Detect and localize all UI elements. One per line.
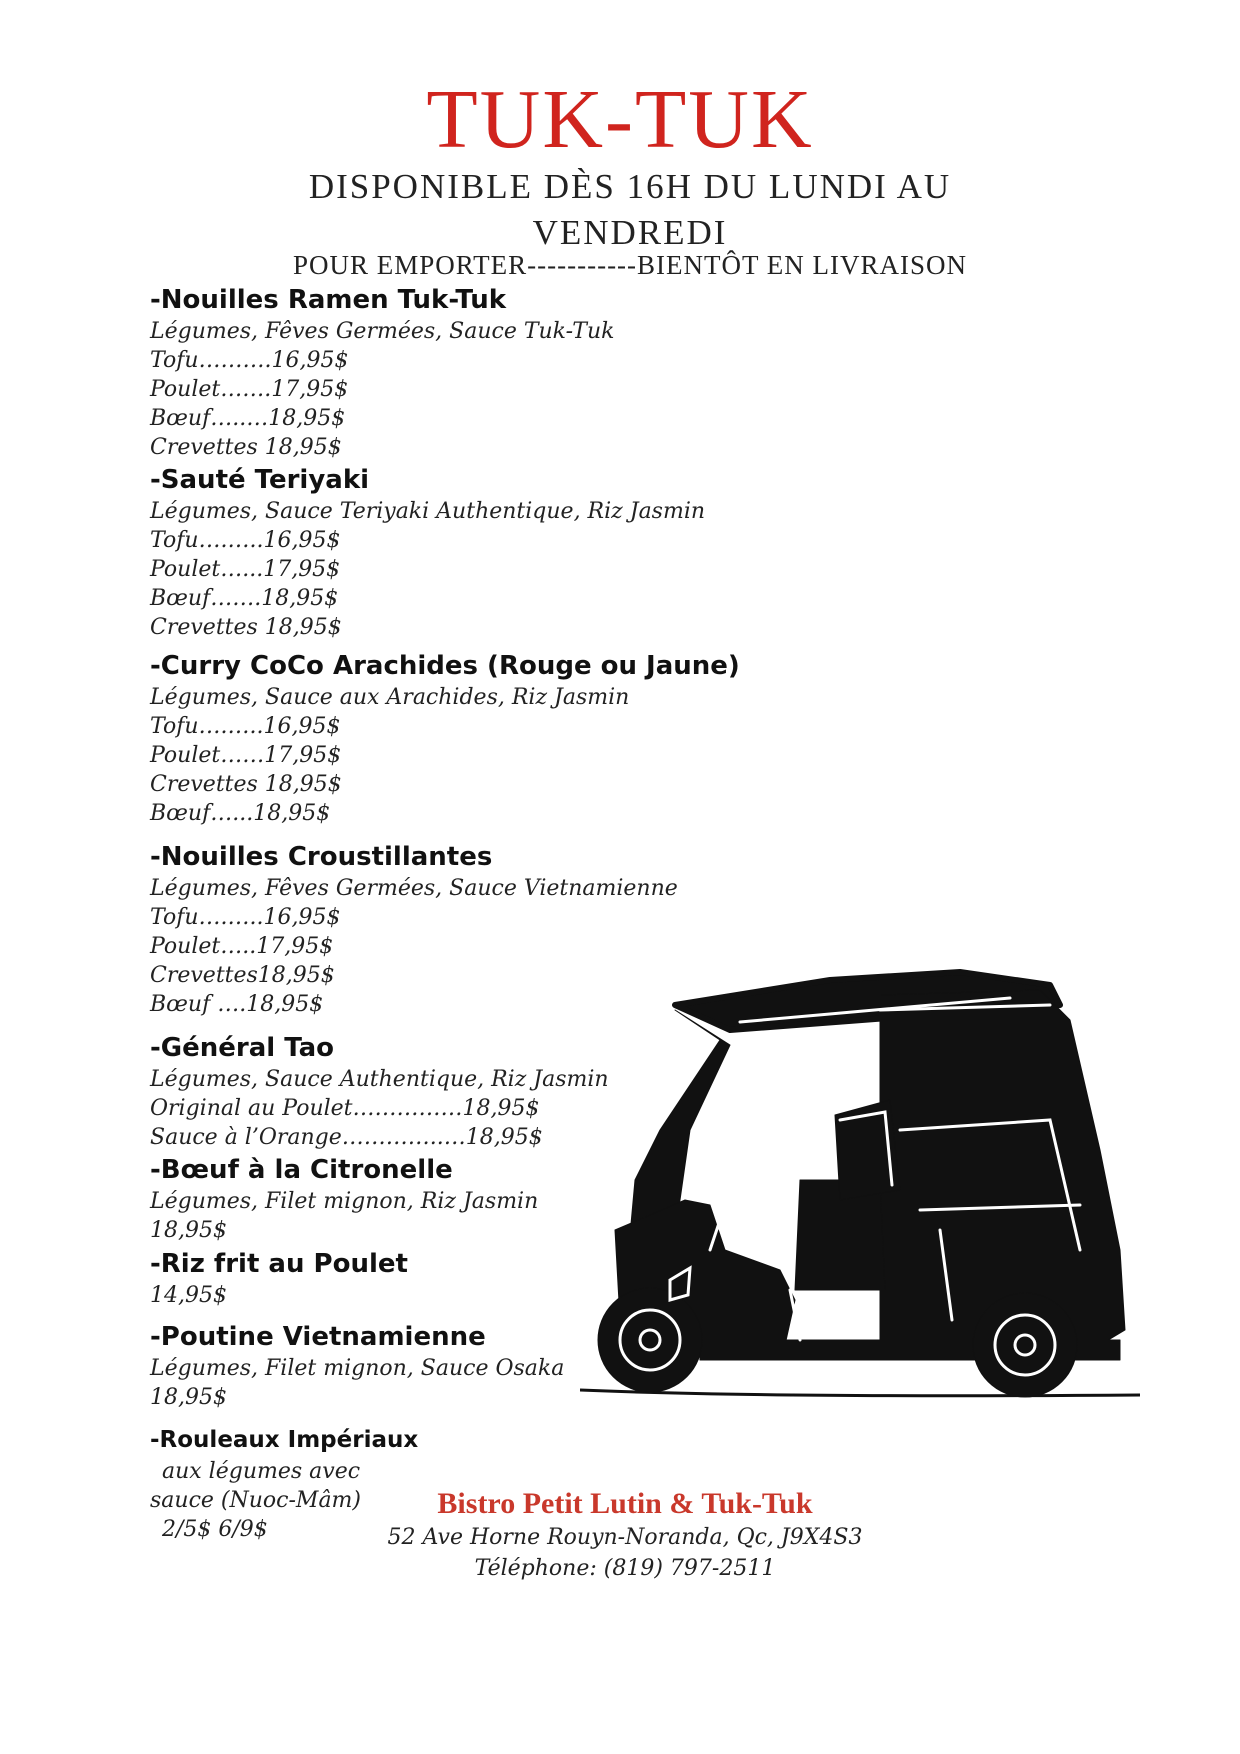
price-line: Tofu….…..16,95$ xyxy=(150,528,341,553)
section-description: Légumes, Sauce aux Arachides, Riz Jasmin xyxy=(150,685,630,710)
price-line: Poulet…….17,95$ xyxy=(150,377,349,402)
price-line: Tofu….…..16,95$ xyxy=(150,905,341,930)
price-line: Poulet……17,95$ xyxy=(150,743,342,768)
section-title: -Nouilles Croustillantes xyxy=(150,842,493,872)
section-description: aux légumes avec xyxy=(162,1459,361,1484)
price-line: Bœuf…...18,95$ xyxy=(150,801,331,826)
price-line: Bœuf…….18,95$ xyxy=(150,586,339,611)
section-description: Légumes, Fêves Germées, Sauce Tuk-Tuk xyxy=(150,319,615,344)
price-line: 14,95$ xyxy=(150,1283,227,1308)
section-title: -Bœuf à la Citronelle xyxy=(150,1155,453,1185)
price-line: Tofu……….16,95$ xyxy=(150,348,349,373)
price-line: Crevettes18,95$ xyxy=(150,963,335,988)
price-line: Sauce à l’Orange…………..…18,95$ xyxy=(150,1125,543,1150)
section-description: Légumes, Sauce Authentique, Riz Jasmin xyxy=(150,1067,609,1092)
section-title: -Rouleaux Impériaux xyxy=(150,1427,419,1453)
section-title: -Riz frit au Poulet xyxy=(150,1249,408,1279)
price-line: Crevettes 18,95$ xyxy=(150,615,342,640)
section-title: -Poutine Vietnamienne xyxy=(150,1322,486,1352)
section-title: -Curry CoCo Arachides (Rouge ou Jaune) xyxy=(150,651,740,681)
section-title: -Nouilles Ramen Tuk-Tuk xyxy=(150,285,507,315)
section-description: Légumes, Filet mignon, Riz Jasmin xyxy=(150,1189,539,1214)
price-line: 18,95$ xyxy=(150,1385,227,1410)
price-line: Bœuf…..…18,95$ xyxy=(150,406,346,431)
price-line: Tofu….…..16,95$ xyxy=(150,714,341,739)
phone-number: Téléphone: (819) 797-2511 xyxy=(474,1556,776,1581)
price-line: Crevettes 18,95$ xyxy=(150,772,342,797)
tuk-tuk-icon xyxy=(580,950,1220,1430)
section-title: -Général Tao xyxy=(150,1033,335,1063)
price-line: Crevettes 18,95$ xyxy=(150,435,342,460)
availability-text: DISPONIBLE DÈS 16H DU LUNDI AU VENDREDI xyxy=(308,167,952,252)
menu-section-teriyaki xyxy=(150,463,790,642)
section-description: Légumes, Fêves Germées, Sauce Vietnamienne xyxy=(150,876,678,901)
takeout-notice: POUR EMPORTER-----------BIENTÔT EN LIVRAISON xyxy=(292,250,968,280)
bistro-name: Bistro Petit Lutin & Tuk-Tuk xyxy=(437,1487,813,1520)
footer xyxy=(345,1486,905,1584)
menu-section-ramen xyxy=(150,283,790,462)
price-line: 18,95$ xyxy=(150,1218,227,1243)
price-line: 2/5$ 6/9$ xyxy=(162,1517,268,1542)
price-line: Original au Poulet……………18,95$ xyxy=(150,1096,540,1121)
section-description: Légumes, Sauce Teriyaki Authentique, Riz Jasmin xyxy=(150,499,706,524)
section-title: -Sauté Teriyaki xyxy=(150,465,370,495)
price-line: Poulet…...17,95$ xyxy=(150,557,341,582)
section-description: Légumes, Filet mignon, Sauce Osaka xyxy=(150,1356,565,1381)
menu-section-curry xyxy=(150,649,790,828)
price-line: Poulet…..17,95$ xyxy=(150,934,334,959)
price-line: Bœuf ….18,95$ xyxy=(150,992,324,1017)
address: 52 Ave Horne Rouyn-Noranda, Qc, J9X4S3 xyxy=(387,1525,863,1550)
price-line: sauce (Nuoc-Mâm) xyxy=(150,1488,361,1513)
menu-title: TUK-TUK xyxy=(426,73,814,166)
